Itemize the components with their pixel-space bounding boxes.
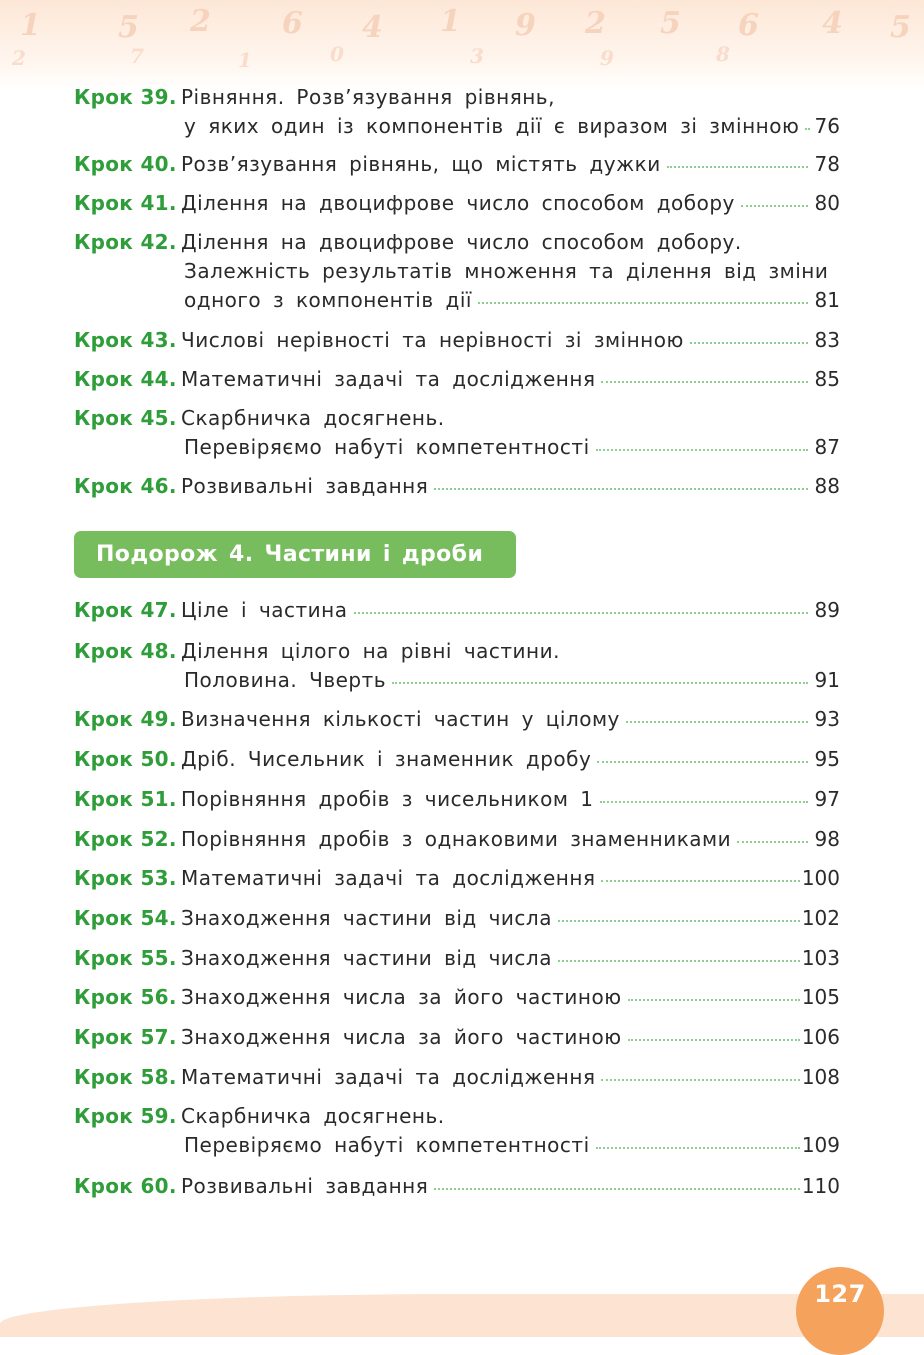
step-label: Крок 49.: [74, 707, 177, 731]
entry-title-line: [181, 404, 840, 433]
page-ref: 93: [814, 707, 840, 731]
entry-title-text: Знаходження частини від числа: [181, 906, 552, 930]
section-banner: [74, 531, 516, 578]
step-label: Крок 54.: [74, 906, 177, 930]
page-ref: 106: [801, 1025, 840, 1049]
dot-leader: [600, 801, 809, 803]
entry-title-text: Скарбничка досягнень.: [181, 406, 445, 430]
entry-title-text: Математичні задачі та дослідження: [181, 866, 596, 890]
section-title: Подорож 4. Частини і дроби: [96, 542, 484, 567]
dot-leader: [805, 128, 808, 130]
dot-leader: [628, 999, 800, 1001]
dot-leader: [741, 205, 808, 207]
step-label: Крок 55.: [74, 946, 177, 970]
step-label: Крок 51.: [74, 787, 177, 811]
entry-title-line: [181, 1102, 840, 1131]
step-label: Крок 60.: [74, 1174, 177, 1198]
entry-title-line: [181, 83, 840, 112]
entry-title-text: Знаходження частини від числа: [181, 946, 552, 970]
page-ref: 100: [801, 866, 840, 890]
dot-leader: [628, 1039, 800, 1041]
page-ref: 88: [814, 474, 840, 498]
entry-title-line: [181, 1023, 840, 1052]
dot-leader: [392, 682, 808, 684]
dot-leader: [596, 1147, 800, 1149]
entry-title-line: [181, 365, 840, 394]
step-label: Крок 50.: [74, 747, 177, 771]
page-ref: 110: [801, 1174, 840, 1198]
entry-title-line: [181, 983, 840, 1012]
entry-title-line: [181, 785, 840, 814]
page-number-badge: [796, 1267, 884, 1355]
page-ref: 102: [801, 906, 840, 930]
dot-leader: [434, 1188, 800, 1190]
page-ref: 85: [814, 367, 840, 391]
dot-leader: [737, 841, 808, 843]
dot-leader: [354, 612, 809, 614]
entry-title-line: [181, 326, 840, 355]
entry-title-line: [181, 596, 840, 625]
decor-digit: 0: [330, 42, 344, 66]
step-label: Крок 47.: [74, 598, 177, 622]
step-label: Крок 57.: [74, 1025, 177, 1049]
dot-leader: [434, 488, 808, 490]
entry-title-line: [181, 825, 840, 854]
dot-leader: [690, 342, 808, 344]
entry-title-text: Скарбничка досягнень.: [181, 1104, 445, 1128]
entry-title-text: Розвивальні завдання: [181, 474, 429, 498]
page-ref: 78: [814, 152, 840, 176]
page-ref: 80: [814, 191, 840, 215]
dot-leader: [478, 302, 808, 304]
entry-title-line: [184, 112, 840, 141]
entry-title-text: Ділення на двоцифрове число способом добору: [181, 191, 735, 215]
decor-digit: 4: [822, 6, 843, 41]
decor-digit: 5: [118, 10, 139, 45]
entry-title-line: [181, 637, 840, 666]
entry-title-text: Половина. Чверть: [184, 668, 387, 692]
decor-digit: 1: [238, 48, 252, 72]
entry-title-text: Перевіряємо набуті компетентності: [184, 435, 590, 459]
step-label: Крок 52.: [74, 827, 177, 851]
entry-title-text: Розв’язування рівнянь, що містять дужки: [181, 152, 661, 176]
entry-title-text: Ділення цілого на рівні частини.: [181, 639, 560, 663]
page-ref: 98: [814, 827, 840, 851]
entry-title-text: Математичні задачі та дослідження: [181, 1065, 596, 1089]
page-ref: 105: [801, 985, 840, 1009]
entry-title-text: Розвивальні завдання: [181, 1174, 429, 1198]
decor-digit: 9: [600, 46, 614, 70]
entry-title-line: [181, 150, 840, 179]
decor-digit: 1: [440, 4, 461, 39]
decor-digit: 1: [20, 8, 41, 43]
entry-title-line: [184, 1131, 840, 1160]
entry-title-text: Порівняння дробів з чисельником 1: [181, 787, 594, 811]
decorative-digits-header: [0, 0, 924, 90]
page-ref: 91: [814, 668, 840, 692]
entry-title-text: Порівняння дробів з однаковими знаменниками: [181, 827, 732, 851]
decor-digit: 2: [585, 6, 606, 41]
dot-leader: [601, 1079, 799, 1081]
entry-title-line: [181, 228, 840, 257]
step-label: Крок 56.: [74, 985, 177, 1009]
entry-title-text: Числові нерівності та нерівності зі змінною: [181, 328, 684, 352]
step-label: Крок 45.: [74, 406, 177, 430]
bottom-decor-band: [0, 1294, 924, 1337]
entry-title-text: одного з компонентів дії: [184, 288, 472, 312]
entry-title-line: [181, 864, 840, 893]
decor-digit: 4: [362, 10, 383, 45]
entry-title-line: [181, 472, 840, 501]
entry-title-line: [181, 1063, 840, 1092]
decor-digit: 6: [282, 6, 303, 41]
step-label: Крок 44.: [74, 367, 177, 391]
step-label: Крок 41.: [74, 191, 177, 215]
page-ref: 97: [814, 787, 840, 811]
entry-title-text: Знаходження числа за його частиною: [181, 1025, 622, 1049]
entry-title-line: [181, 1172, 840, 1201]
entry-title-text: Ціле і частина: [181, 598, 348, 622]
step-label: Крок 43.: [74, 328, 177, 352]
entry-title-line: [181, 745, 840, 774]
entry-title-line: [184, 257, 840, 286]
page-number: 127: [814, 1280, 866, 1308]
entry-title-text: Ділення на двоцифрове число способом добору.: [181, 230, 742, 254]
page-ref: 108: [801, 1065, 840, 1089]
step-label: Крок 40.: [74, 152, 177, 176]
step-label: Крок 42.: [74, 230, 177, 254]
page-ref: 89: [814, 598, 840, 622]
step-label: Крок 53.: [74, 866, 177, 890]
decor-digit: 5: [890, 10, 911, 45]
dot-leader: [626, 721, 808, 723]
decor-digit: 2: [190, 4, 211, 39]
decor-digit: 2: [12, 46, 26, 70]
decor-digit: 5: [660, 6, 681, 41]
entry-title-text: Залежність результатів множення та ділення від зміни: [184, 259, 829, 283]
decor-digit: 7: [130, 44, 144, 68]
dot-leader: [601, 880, 799, 882]
step-label: Крок 59.: [74, 1104, 177, 1128]
entry-title-text: Дріб. Чисельник і знаменник дробу: [181, 747, 592, 771]
page-ref: 109: [801, 1133, 840, 1157]
entry-title-text: Рівняння. Розв’язування рівнянь,: [181, 85, 555, 109]
decor-digit: 8: [716, 42, 730, 66]
entry-title-text: Визначення кількості частин у цілому: [181, 707, 620, 731]
decor-digit: 6: [738, 8, 759, 43]
page-ref: 87: [814, 435, 840, 459]
entry-title-text: Математичні задачі та дослідження: [181, 367, 596, 391]
dot-leader: [601, 381, 808, 383]
decor-digit: 3: [470, 44, 484, 68]
entry-title-line: [181, 904, 840, 933]
dot-leader: [667, 166, 808, 168]
dot-leader: [558, 920, 800, 922]
dot-leader: [596, 449, 808, 451]
page-ref: 83: [814, 328, 840, 352]
step-label: Крок 46.: [74, 474, 177, 498]
step-label: Крок 39.: [74, 85, 177, 109]
page-ref: 76: [814, 114, 840, 138]
entry-title-line: [184, 433, 840, 462]
entry-title-line: [181, 944, 840, 973]
dot-leader: [558, 960, 800, 962]
dot-leader: [597, 761, 808, 763]
page-ref: 81: [814, 288, 840, 312]
entry-title-text: Знаходження числа за його частиною: [181, 985, 622, 1009]
entry-title-text: у яких один із компонентів дії є виразом зі змінною: [184, 114, 800, 138]
entry-title-line: [181, 189, 840, 218]
entry-title-text: Перевіряємо набуті компетентності: [184, 1133, 590, 1157]
entry-title-line: [181, 705, 840, 734]
entry-title-line: [184, 666, 840, 695]
page-ref: 95: [814, 747, 840, 771]
entry-title-line: [184, 286, 840, 315]
decor-digit: 9: [515, 8, 536, 43]
step-label: Крок 48.: [74, 639, 177, 663]
step-label: Крок 58.: [74, 1065, 177, 1089]
page-ref: 103: [801, 946, 840, 970]
